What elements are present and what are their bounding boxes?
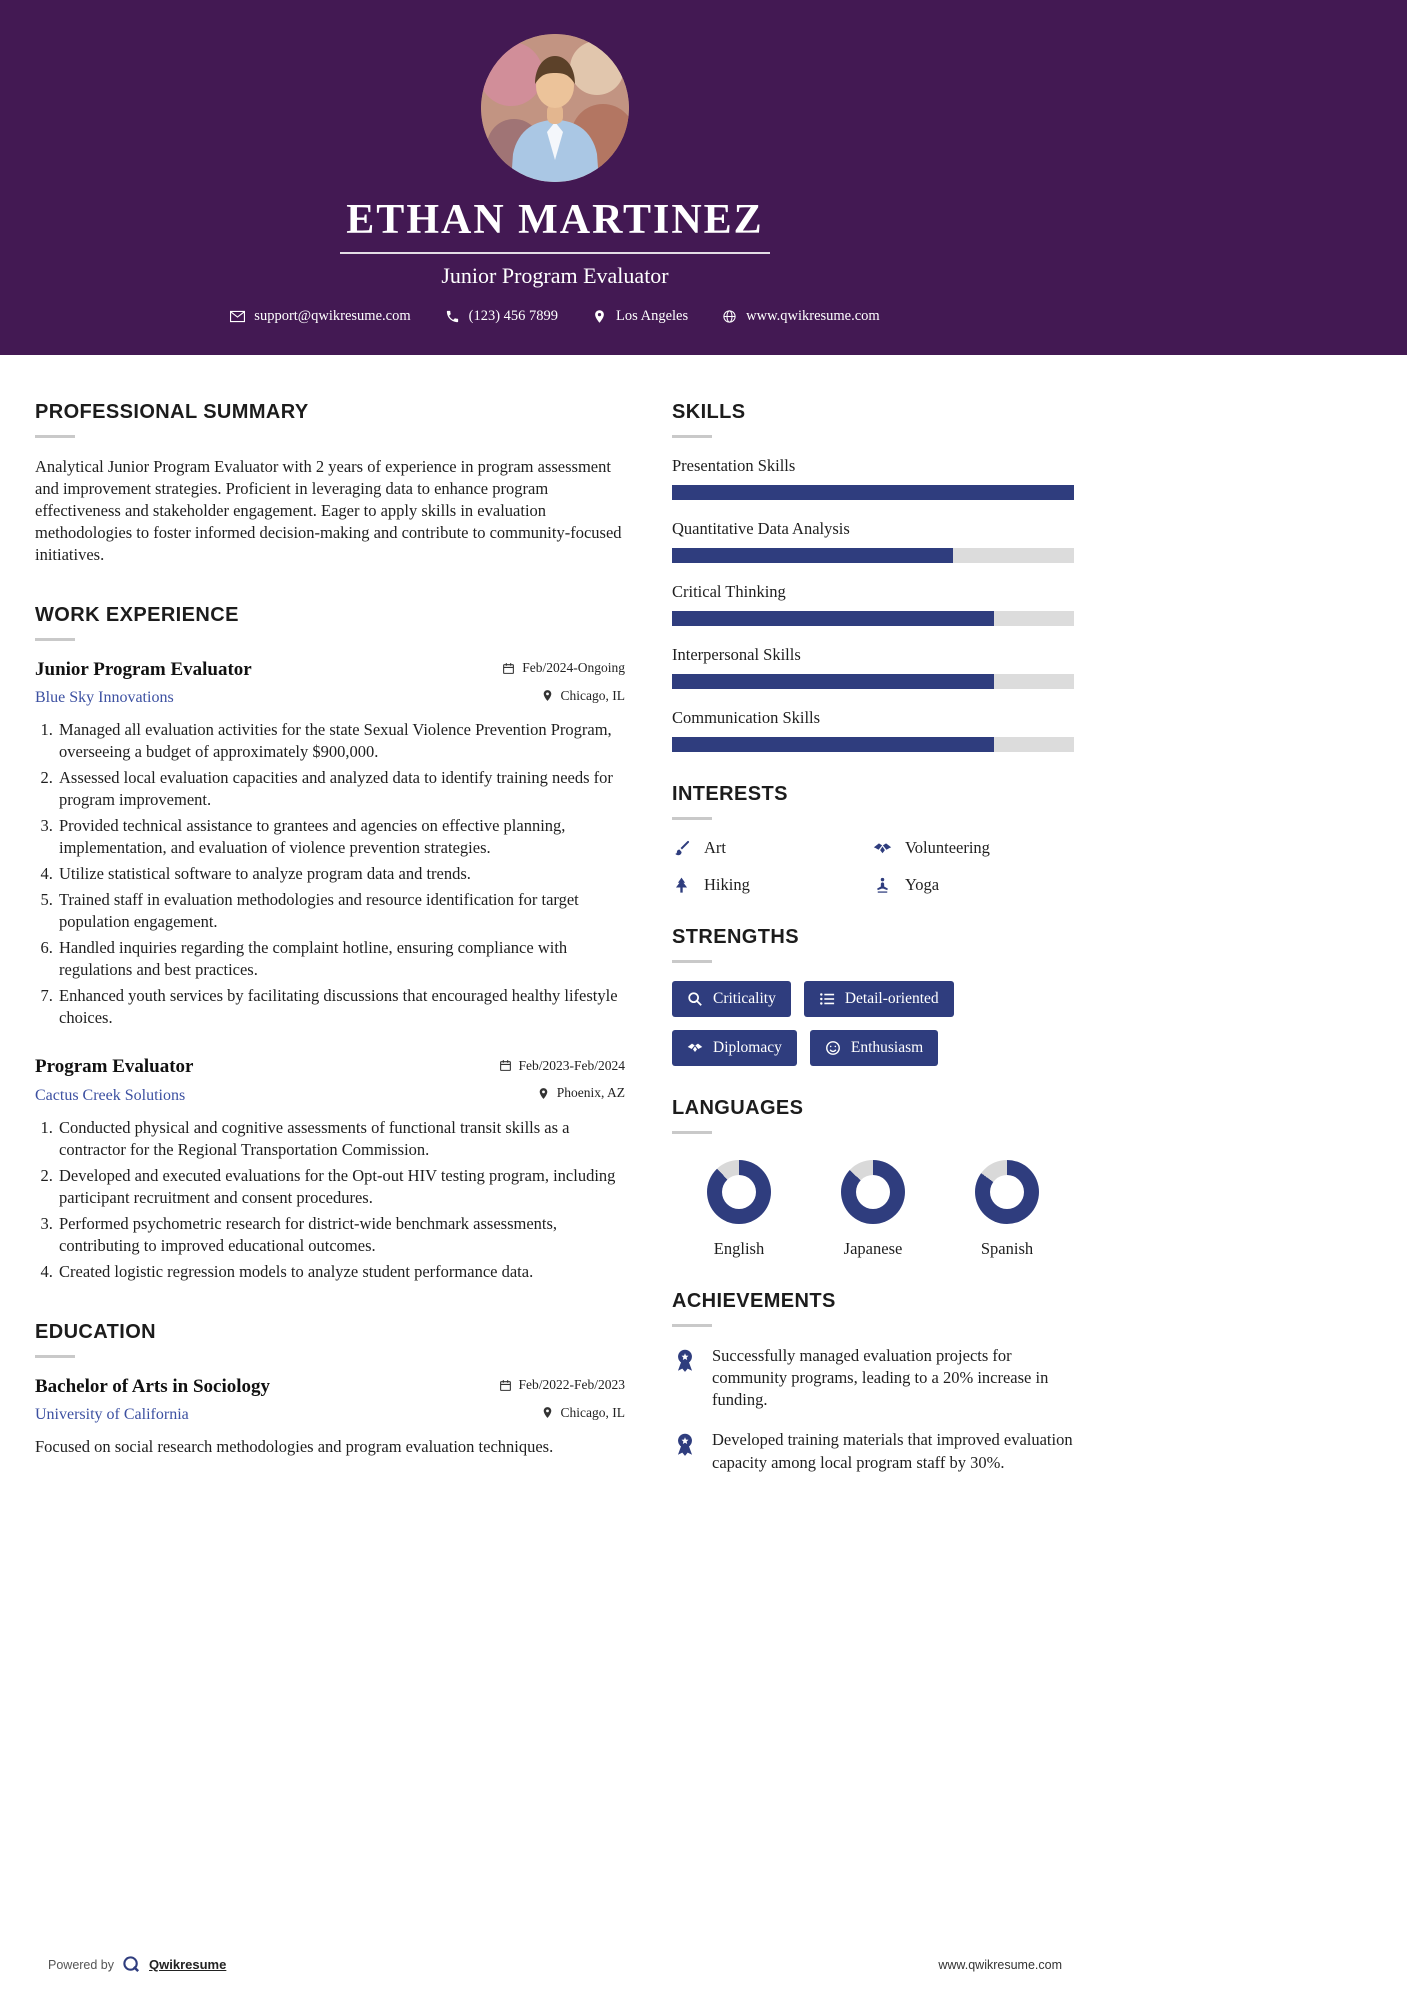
section-languages [672,1097,1074,1259]
experience-bullet: 6. Handled inquiries regarding the complaint hotline, ensuring compliance with regulations and best practices. [57,937,625,981]
skill-bar-fill [672,737,994,752]
strength-diplomacy-button[interactable] [672,1030,797,1066]
strength-detail-oriented-button[interactable] [804,981,954,1017]
footer [0,1955,1110,1974]
section-professional-summary [35,401,625,566]
skill-bar-fill [672,485,1074,500]
experience-bullet: 4. Utilize statistical software to analyze program data and trends. [57,863,625,885]
achievement-text: Successfully managed evaluation projects for community programs, leading to a 20% increase in funding. [712,1346,1049,1410]
interests-heading: INTERESTS [672,783,788,806]
person-job-title: Junior Program Evaluator [441,263,669,289]
heading-rule [35,638,75,641]
interest-item [672,838,873,858]
achievement-item [672,1345,1074,1411]
achievements-heading: ACHIEVEMENTS [672,1290,836,1313]
education-dates [499,1377,626,1393]
job-location-text: Phoenix, AZ [556,1085,625,1101]
skill-bar [672,611,1074,626]
skill-item [672,519,1074,563]
skill-bar [672,548,1074,563]
location-pin-icon [541,1406,554,1419]
heading-rule [672,1131,712,1134]
skill-item [672,708,1074,752]
contact-email-text: support@qwikresume.com [254,308,411,325]
qwikresume-brand-link[interactable]: Qwikresume [149,1957,227,1972]
job-dates [502,660,625,676]
language-donut-chart [707,1160,771,1224]
yoga-person-icon [873,876,892,895]
education-heading: EDUCATION [35,1320,157,1343]
experience-bullet: 1. Conducted physical and cognitive assessments of functional transit skills as a contractor for the Regional Transportation Commission. [57,1117,625,1161]
language-label: English [713,1239,765,1259]
calendar-icon [502,662,515,675]
interest-item [873,875,1074,895]
contact-website-text: www.qwikresume.com [746,308,880,325]
strength-enthusiasm-button[interactable] [810,1030,938,1066]
left-column [35,401,625,1505]
profile-photo-illustration [481,34,629,182]
language-donut-chart [975,1160,1039,1224]
summary-text: Analytical Junior Program Evaluator with 2 years of experience in program assessment and improvement strategies. Proficient in leveraging data to enhance program effectiveness and stakeholder engagement. Eager to apply skills in evaluation methodologies to foster informed decision-making and contribute to community-focused initiatives. [35,457,622,564]
skill-label: Interpersonal Skills [672,645,801,665]
interest-label: Art [704,838,726,858]
interest-label: Hiking [704,875,750,895]
header [0,0,1407,355]
skills-heading: SKILLS [672,401,746,424]
education-dates-text: Feb/2022-Feb/2023 [518,1377,625,1393]
profile-photo [481,34,629,182]
education-location [541,1405,625,1421]
education-location-text: Chicago, IL [560,1404,625,1420]
interest-item [873,838,1074,858]
skill-label: Critical Thinking [672,582,786,602]
location-pin-icon [541,689,554,702]
job-bullet-list [35,1117,625,1283]
job-bullet-list [35,719,625,1028]
handshake-icon [873,839,892,858]
job-entry [35,659,625,1029]
paintbrush-icon [672,839,691,858]
job-location-text: Chicago, IL [560,687,625,703]
experience-bullet: 3. Performed psychometric research for district-wide benchmark assessments, contributing to improved educational outcomes. [57,1213,625,1257]
contact-row [0,308,1110,325]
job-entry [35,1056,625,1282]
interest-item [672,875,873,895]
contact-location-text: Los Angeles [616,308,689,325]
achievement-item [672,1429,1074,1473]
strength-label: Diplomacy [713,1039,782,1057]
envelope-icon [230,309,245,324]
skill-bar [672,674,1074,689]
section-achievements [672,1290,1074,1474]
heading-rule [672,960,712,963]
qwikresume-logo-icon [122,1955,141,1974]
person-name: ETHAN MARTINEZ [340,198,769,254]
strengths-heading: STRENGTHS [672,926,799,949]
section-strengths [672,926,1074,1066]
strength-label: Criticality [713,990,776,1008]
heading-rule [672,435,712,438]
degree-title: Bachelor of Arts in Sociology [35,1375,271,1397]
skill-item [672,456,1074,500]
work-experience-heading: WORK EXPERIENCE [35,603,239,626]
achievement-text: Developed training materials that improved evaluation capacity among local program staff by 30%. [712,1430,1073,1472]
skill-label: Presentation Skills [672,456,796,476]
language-donut-chart [841,1160,905,1224]
contact-phone [445,308,558,325]
company-name[interactable]: Cactus Creek Solutions [35,1086,186,1104]
job-title: Junior Program Evaluator [35,658,252,680]
interest-label: Yoga [905,875,940,895]
skill-bar-fill [672,674,994,689]
experience-bullet: 2. Assessed local evaluation capacities and analyzed data to identify training needs for program improvement. [57,767,625,811]
award-badge-icon [672,1432,698,1458]
skill-bar [672,737,1074,752]
right-column [672,401,1074,1505]
powered-by-text: Powered by [48,1957,115,1972]
section-interests [672,783,1074,895]
award-badge-icon [672,1348,698,1374]
summary-heading: PROFESSIONAL SUMMARY [35,401,309,424]
phone-icon [445,309,460,324]
section-work-experience [35,604,625,1283]
company-name[interactable]: Blue Sky Innovations [35,689,174,707]
skill-label: Quantitative Data Analysis [672,519,850,539]
experience-bullet: 2. Developed and executed evaluations for the Opt-out HIV testing program, including participant recruitment and consent procedures. [57,1165,625,1209]
strength-criticality-button[interactable] [672,981,791,1017]
skill-bar-fill [672,548,953,563]
globe-icon [722,309,737,324]
heading-rule [35,1355,75,1358]
strength-label: Enthusiasm [850,1039,924,1057]
magnifier-icon [687,991,703,1007]
job-location [537,1085,625,1101]
skill-label: Communication Skills [672,708,821,728]
experience-bullet: 4. Created logistic regression models to analyze student performance data. [57,1261,625,1283]
list-icon [819,991,835,1007]
heading-rule [35,435,75,438]
location-pin-icon [592,309,607,324]
job-location [541,688,625,704]
skill-item [672,582,1074,626]
handshake-icon [687,1040,703,1056]
heading-rule [672,817,712,820]
contact-email[interactable] [230,308,410,325]
skill-bar-fill [672,611,994,626]
powered-by [48,1955,226,1974]
experience-bullet: 1. Managed all evaluation activities for the state Sexual Violence Prevention Program, overseeing a budget of approximately $900,000. [57,719,625,763]
location-pin-icon [537,1087,550,1100]
language-label: Japanese [843,1239,903,1259]
language-label: Spanish [980,1239,1034,1259]
job-title: Program Evaluator [35,1056,194,1078]
school-name[interactable]: University of California [35,1406,189,1424]
job-dates [499,1058,626,1074]
languages-heading: LANGUAGES [672,1097,804,1120]
calendar-icon [499,1059,512,1072]
contact-website[interactable] [722,308,880,325]
footer-website-link[interactable]: www.qwikresume.com [938,1957,1062,1972]
main-content [0,355,1110,1505]
heading-rule [672,1324,712,1327]
calendar-icon [499,1379,512,1392]
section-education [35,1321,625,1458]
skill-bar [672,485,1074,500]
experience-bullet: 5. Trained staff in evaluation methodologies and resource identification for target population engagement. [57,889,625,933]
language-item [680,1160,798,1259]
section-skills [672,401,1074,752]
job-dates-text: Feb/2024-Ongoing [522,660,625,676]
experience-bullet: 3. Provided technical assistance to grantees and agencies on effective planning, implementation, and evaluation of violence prevention strategies. [57,815,625,859]
interest-label: Volunteering [905,838,990,858]
smiley-icon [825,1040,841,1056]
strength-label: Detail-oriented [844,990,939,1008]
language-item [948,1160,1066,1259]
skill-item [672,645,1074,689]
contact-phone-text: (123) 456 7899 [468,308,559,325]
experience-bullet: 7. Enhanced youth services by facilitating discussions that encouraged healthy lifestyle choices. [57,985,625,1029]
job-dates-text: Feb/2023-Feb/2024 [518,1057,625,1073]
language-item [814,1160,932,1259]
education-description: Focused on social research methodologies and program evaluation techniques. [35,1437,554,1457]
tree-icon [672,876,691,895]
contact-location [592,308,688,325]
